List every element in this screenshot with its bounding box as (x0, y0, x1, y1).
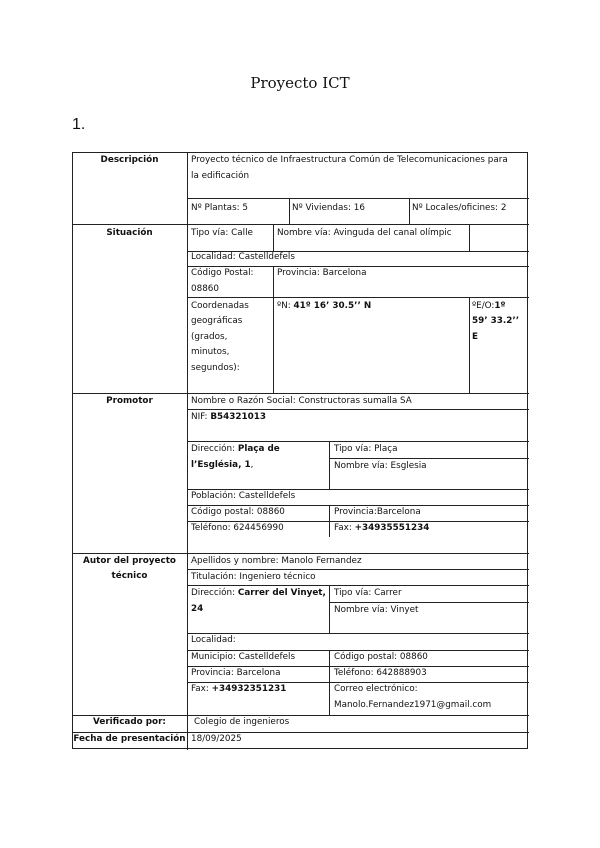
coord-este-line1: ºE/O:1º (472, 301, 506, 311)
situacion-tipo-via: Tipo vía: Calle (191, 228, 253, 238)
autor-provincia: Provincia: Barcelona (191, 668, 281, 678)
situacion-provincia: Provincia: Barcelona (277, 268, 367, 278)
plantas-field: Nº Plantas: 5 (191, 203, 249, 213)
autor-cp: Código postal: 08860 (334, 652, 428, 662)
coord-este-line2: 59’ 33.2’’ (472, 316, 520, 326)
coord-label-4: minutos, (191, 347, 230, 357)
promotor-nif: NIF: B54321013 (191, 412, 266, 422)
coord-label-2: geográficas (191, 316, 243, 326)
verificado-value: Colegio de ingenieros (194, 717, 290, 727)
section-number: 1. (72, 116, 86, 133)
coord-norte: ºN: 41º 16’ 30.5’’ N (277, 301, 372, 311)
promotor-nombre-via: Nombre vía: Esglesia (334, 461, 427, 471)
situacion-cp-line1: Código Postal: (191, 268, 254, 278)
viviendas-field: Nº Viviendas: 16 (292, 203, 365, 213)
verificado-label: Verificado por: (93, 717, 166, 727)
autor-telefono: Teléfono: 642888903 (334, 668, 427, 678)
autor-nombre: Apellidos y nombre: Manolo Fernandez (191, 556, 362, 566)
autor-municipio: Municipio: Castelldefels (191, 652, 296, 662)
situacion-label: Situación (106, 228, 153, 238)
promotor-razon-social: Nombre o Razón Social: Constructoras sumalla SA (191, 396, 412, 406)
descripcion-label: Descripción (100, 155, 159, 165)
descripcion-text-line2: la edificación (191, 171, 250, 181)
page-title: Proyecto ICT (250, 74, 350, 92)
promotor-fax: Fax: +34935551234 (334, 523, 430, 533)
promotor-tipo-via: Tipo vía: Plaça (334, 444, 398, 454)
coord-label-1: Coordenadas (191, 301, 249, 311)
autor-label-line2: técnico (111, 571, 148, 581)
autor-email: Manolo.Fernandez1971@gmail.com (334, 700, 492, 710)
fecha-label: Fecha de presentación (73, 734, 186, 744)
promotor-direccion-line1: Dirección: Plaça de (191, 444, 280, 454)
ict-data-table (72, 152, 528, 749)
situacion-cp-line2: 08860 (191, 284, 219, 294)
autor-label-line1: Autor del proyecto (83, 556, 176, 566)
autor-direccion-line1: Dirección: Carrer del Vinyet, (191, 588, 326, 598)
autor-nombre-via: Nombre vía: Vinyet (334, 605, 419, 615)
autor-fax: Fax: +34932351231 (191, 684, 287, 694)
autor-direccion-line2: 24 (191, 604, 204, 614)
promotor-direccion-line2: l’Església, 1, (191, 460, 254, 470)
situacion-nombre-via: Nombre vía: Avinguda del canal olímpic (277, 228, 452, 238)
autor-email-label: Correo electrónico: (334, 684, 418, 694)
promotor-cp: Código postal: 08860 (191, 507, 285, 517)
autor-localidad: Localidad: (191, 635, 236, 645)
promotor-provincia: Provincia:Barcelona (334, 507, 421, 517)
promotor-poblacion: Población: Castelldefels (191, 491, 296, 501)
coord-label-5: segundos): (191, 363, 240, 373)
coord-label-3: (grados, (191, 332, 228, 342)
locales-field: Nº Locales/oficines: 2 (412, 203, 507, 213)
descripcion-text-line1: Proyecto técnico de Infraestructura Común de Telecomunicaciones para (191, 155, 508, 165)
autor-titulacion: Titulación: Ingeniero técnico (191, 572, 316, 582)
promotor-label: Promotor (106, 396, 153, 406)
situacion-localidad: Localidad: Castelldefels (191, 252, 295, 262)
fecha-value: 18/09/2025 (191, 734, 242, 744)
autor-tipo-via: Tipo vía: Carrer (334, 588, 402, 598)
promotor-telefono: Teléfono: 624456990 (191, 523, 284, 533)
coord-este-line3: E (472, 332, 479, 342)
